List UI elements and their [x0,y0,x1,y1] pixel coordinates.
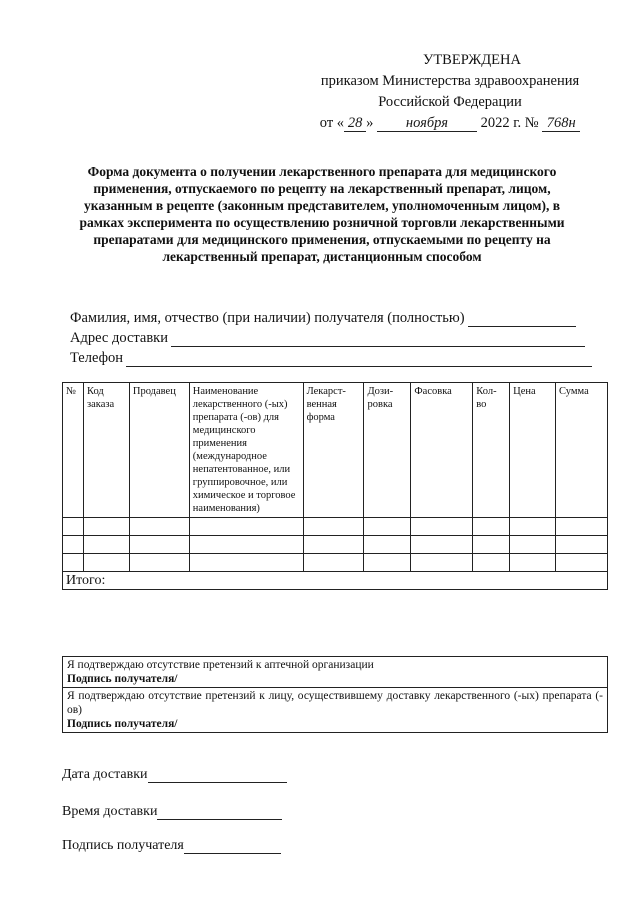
approval-line-1: приказом Министерства здравоохранения [320,73,580,89]
pharmacy-confirmation[interactable] [63,657,608,688]
approval-year: 2022 г. № [480,115,539,131]
address-field[interactable] [70,330,585,347]
header-dosage: Дози-ровка [364,383,411,518]
header-order-code: Код заказа [83,383,129,518]
header-quantity: Кол-во [473,383,510,518]
date-prefix: от « [319,115,345,131]
delivery-date-label: Дата доставки [62,767,148,782]
signature-field[interactable] [62,838,281,854]
table-row[interactable] [63,554,608,572]
approval-heading: УТВЕРЖДЕНА [423,52,521,68]
table-row[interactable] [63,536,608,554]
table-row[interactable] [63,518,608,536]
approval-day: 28 [344,115,366,132]
approval-number: 768н [542,115,580,132]
phone-label: Телефон [70,350,123,366]
delivery-time-line[interactable] [157,805,282,820]
signature-line[interactable] [184,839,281,854]
total-row [63,572,608,590]
pharmacy-confirmation-text: Я подтверждаю отсутствие претензий к аптечной организации [67,659,374,671]
courier-confirmation-row [63,688,608,733]
pharmacy-confirmation-row [63,657,608,688]
header-dosage-form: Лекарст-венная форма [303,383,364,518]
fio-label: Фамилия, имя, отчество (при наличии) получателя (полностью) [70,310,465,326]
header-packaging: Фасовка [411,383,473,518]
date-mid: » [366,115,374,131]
header-sum: Сумма [556,383,608,518]
courier-signature-label: Подпись получателя/ [67,718,178,730]
phone-line[interactable] [126,351,592,367]
phone-field[interactable] [70,350,592,367]
delivery-date-field[interactable] [62,767,287,783]
delivery-time-label: Время доставки [62,804,158,819]
header-price: Цена [510,383,556,518]
courier-confirmation-text: Я подтверждаю отсутствие претензий к лицу, осуществившему доставку лекарственного (-ых) препарата (-ов) [67,690,603,716]
approval-date-line [300,113,600,134]
fio-field[interactable] [70,310,576,327]
total-label: Итого: [63,572,608,590]
delivery-time-field[interactable] [62,804,282,820]
header-number: № [63,383,84,518]
signature-label: Подпись получателя [62,838,184,853]
confirmations-table [62,656,608,733]
header-seller: Продавец [129,383,189,518]
delivery-date-line[interactable] [148,768,287,783]
approval-block [300,50,600,134]
header-drug-name: Наименование лекарственного (-ых) препарата (-ов) для медицинского применения (международное непатентованное, или группировочное, или химическое и торговое наименования) [189,383,303,518]
approval-month: ноября [377,115,477,132]
address-label: Адрес доставки [70,330,168,346]
pharmacy-signature-label: Подпись получателя/ [67,673,178,685]
form-title: Форма документа о получении лекарственного препарата для медицинского применения, отпускаемого по рецепту на лекарственный препарат, лицом, указанным в рецепте (законным представителем, уполномоченным лицом), в рамках эксперимента по осуществлению розничной торговли лекарственными препаратами для медицинского применения, отпускаемыми по рецепту на лекарственный препарат, дистанционным способом [79,164,565,264]
fio-line[interactable] [468,311,576,327]
address-line[interactable] [171,331,585,347]
medicines-table [62,382,608,590]
approval-line-2: Российской Федерации [378,94,522,110]
table-header-row [63,383,608,518]
courier-confirmation[interactable] [63,688,608,733]
